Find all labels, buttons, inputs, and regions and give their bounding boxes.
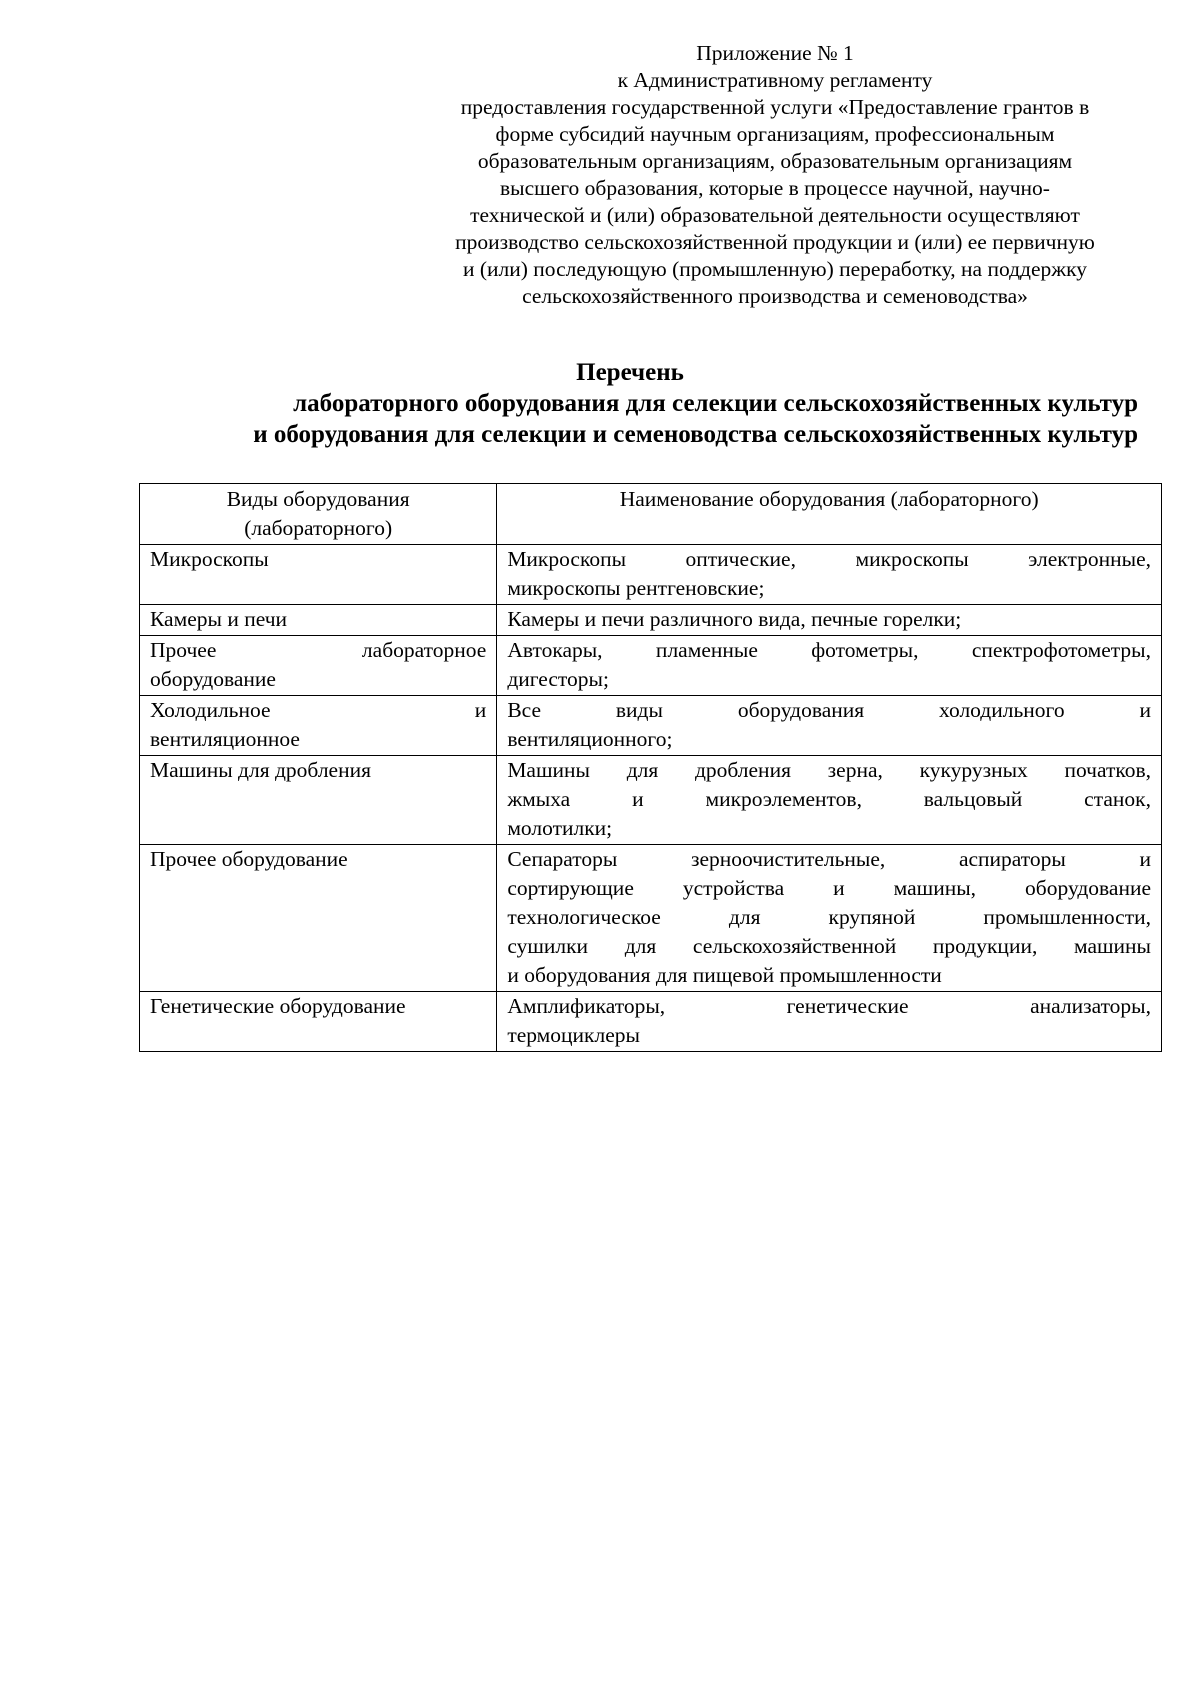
cell-text: дигесторы; — [507, 667, 609, 691]
equipment-type-cell — [140, 545, 497, 605]
equipment-name-cell — [497, 636, 1162, 696]
equipment-type-cell — [140, 756, 497, 845]
equipment-type-cell — [140, 845, 497, 992]
title-line: Перечень — [576, 359, 684, 386]
cell-text: вентиляционное — [150, 727, 300, 751]
cell-text: Машины для дробления — [150, 758, 371, 782]
cell-text: сушилки для сельскохозяйственной продукции, машины — [507, 934, 1151, 958]
equipment-name-cell — [497, 845, 1162, 992]
title-line: и оборудования для селекции и семеноводства сельскохозяйственных культур — [253, 421, 1138, 448]
cell-text: Микроскопы — [150, 547, 269, 571]
equipment-name-cell — [497, 756, 1162, 845]
cell-text: Машины для дробления зерна, кукурузных початков, — [507, 758, 1151, 782]
appendix-line: форме субсидий научным организациям, профессиональным — [495, 122, 1055, 146]
cell-text: микроскопы рентгеновские; — [507, 576, 765, 600]
cell-text: Холодильное и — [150, 698, 487, 722]
appendix-line: технической и (или) образовательной деятельности осуществляют — [470, 203, 1080, 227]
equipment-type-cell — [140, 605, 497, 636]
cell-text: Все виды оборудования холодильного и — [507, 698, 1151, 722]
table-row — [140, 845, 1162, 992]
table-row — [140, 696, 1162, 756]
equipment-table — [139, 483, 1162, 1052]
appendix-line: Приложение № 1 — [696, 41, 854, 65]
cell-text: Микроскопы оптические, микроскопы электронные, — [507, 547, 1151, 571]
cell-text: термоциклеры — [507, 1023, 640, 1047]
cell-text: Камеры и печи различного вида, печные горелки; — [507, 607, 962, 631]
table-row — [140, 605, 1162, 636]
title-line: лабораторного оборудования для селекции сельскохозяйственных культур — [293, 390, 1138, 417]
cell-text: Прочее оборудование — [150, 847, 348, 871]
equipment-name-cell — [497, 545, 1162, 605]
table-header-row — [140, 484, 1162, 545]
cell-text: Автокары, пламенные фотометры, спектрофотометры, — [507, 638, 1151, 662]
appendix-line: и (или) последующую (промышленную) переработку, на поддержку — [462, 257, 1088, 281]
equipment-name-cell — [497, 696, 1162, 756]
document-title — [110, 357, 1140, 450]
appendix-line: к Административному регламенту — [617, 68, 933, 92]
appendix-header — [405, 40, 1145, 310]
cell-text: Амплификаторы, генетические анализаторы, — [507, 994, 1151, 1018]
equipment-type-cell — [140, 696, 497, 756]
cell-text: молотилки; — [507, 816, 613, 840]
cell-text: жмыха и микроэлементов, вальцовый станок, — [507, 787, 1151, 811]
header-equipment-name — [497, 484, 1162, 545]
cell-text: оборудование — [150, 667, 276, 691]
cell-text: сортирующие устройства и машины, оборудование — [507, 876, 1151, 900]
header-equipment-type — [140, 484, 497, 545]
header-text: (лабораторного) — [244, 516, 393, 540]
appendix-line: сельскохозяйственного производства и семеноводства» — [522, 284, 1028, 308]
header-text: Наименование оборудования (лабораторного) — [619, 487, 1039, 511]
cell-text: и оборудования для пищевой промышленности — [507, 963, 942, 987]
table-row — [140, 545, 1162, 605]
appendix-line: высшего образования, которые в процессе научной, научно- — [500, 176, 1050, 200]
table-row — [140, 992, 1162, 1052]
appendix-line: предоставления государственной услуги «Предоставление грантов в — [460, 95, 1090, 119]
cell-text: Прочее лабораторное — [150, 638, 487, 662]
equipment-name-cell — [497, 992, 1162, 1052]
equipment-type-cell — [140, 992, 497, 1052]
equipment-name-cell — [497, 605, 1162, 636]
header-text: Виды оборудования — [226, 487, 410, 511]
cell-text: Камеры и печи — [150, 607, 288, 631]
equipment-type-cell — [140, 636, 497, 696]
appendix-line: образовательным организациям, образовательным организациям — [477, 149, 1073, 173]
table-row — [140, 636, 1162, 696]
appendix-line: производство сельскохозяйственной продукции и (или) ее первичную — [455, 230, 1095, 254]
cell-text: Сепараторы зерноочистительные, аспираторы и — [507, 847, 1151, 871]
cell-text: Генетические оборудование — [150, 994, 406, 1018]
cell-text: вентиляционного; — [507, 727, 673, 751]
cell-text: технологическое для крупяной промышленности, — [507, 905, 1151, 929]
table-row — [140, 756, 1162, 845]
